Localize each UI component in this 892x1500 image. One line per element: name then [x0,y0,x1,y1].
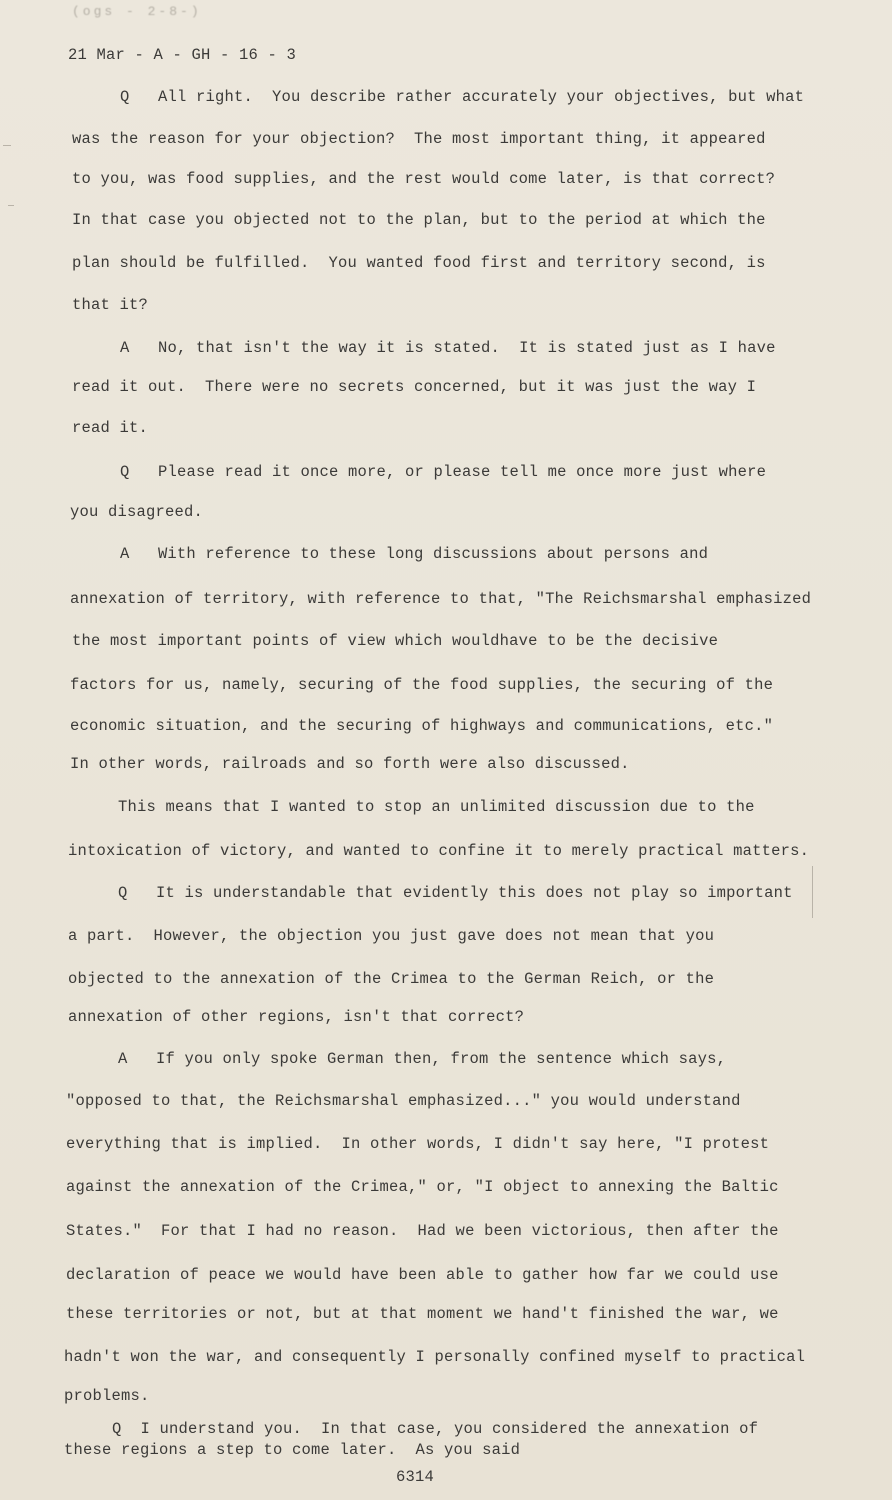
transcript-line: that it? [72,296,149,314]
transcript-line: was the reason for your objection? The most important thing, it appeared [72,130,766,148]
transcript-line: States." For that I had no reason. Had we been victorious, then after the [66,1222,779,1240]
transcript-line: to you, was food supplies, and the rest would come later, is that correct? [72,170,776,188]
transcript-line: these territories or not, but at that moment we hand't finished the war, we [66,1305,779,1323]
margin-mark [812,866,813,918]
margin-mark [3,145,11,146]
transcript-line: you disagreed. [70,503,204,521]
transcript-line: "opposed to that, the Reichsmarshal emphasized..." you would understand [66,1092,741,1110]
transcript-line: read it out. There were no secrets concerned, but it was just the way I [72,378,757,396]
transcript-line: objected to the annexation of the Crimea to the German Reich, or the [68,970,715,988]
transcript-line: In other words, railroads and so forth were also discussed. [70,755,630,773]
transcript-line: Q It is understandable that evidently this does not play so important [118,884,793,902]
transcript-line: against the annexation of the Crimea," or, "I object to annexing the Baltic [66,1178,779,1196]
transcript-line: Q Please read it once more, or please tell me once more just where [120,463,767,481]
faded-stamp: (ogs - 2-8-) [72,4,202,19]
transcript-line: economic situation, and the securing of highways and communications, etc." [70,717,774,735]
transcript-line: A With reference to these long discussions about persons and [120,545,709,563]
transcript-line: declaration of peace we would have been able to gather how far we could use [66,1266,779,1284]
transcript-line: In that case you objected not to the plan, but to the period at which the [72,211,766,229]
transcript-line: annexation of other regions, isn't that correct? [68,1008,525,1026]
transcript-line: read it. [72,419,149,437]
document-header: 21 Mar - A - GH - 16 - 3 [68,46,297,64]
transcript-line: factors for us, namely, securing of the food supplies, the securing of the [70,676,774,694]
transcript-line: plan should be fulfilled. You wanted food first and territory second, is [72,254,766,272]
transcript-line: problems. [64,1387,150,1405]
margin-mark [8,205,14,206]
transcript-line: the most important points of view which wouldhave to be the decisive [72,632,719,650]
transcript-line: annexation of territory, with reference to that, "The Reichsmarshal emphasized [70,590,812,608]
transcript-line: Q All right. You describe rather accurately your objectives, but what [120,88,805,106]
transcript-line: Q I understand you. In that case, you considered the annexation of [112,1420,759,1438]
transcript-line: these regions a step to come later. As you said [64,1441,521,1459]
transcript-line: everything that is implied. In other words, I didn't say here, "I protest [66,1135,770,1153]
transcript-line: A If you only spoke German then, from the sentence which says, [118,1050,727,1068]
transcript-line: hadn't won the war, and consequently I personally confined myself to practical [64,1348,806,1366]
transcript-line: A No, that isn't the way it is stated. It is stated just as I have [120,339,776,357]
transcript-line: This means that I wanted to stop an unlimited discussion due to the [118,798,755,816]
transcript-line: a part. However, the objection you just gave does not mean that you [68,927,715,945]
page-number: 6314 [396,1468,435,1486]
transcript-line: intoxication of victory, and wanted to confine it to merely practical matters. [68,842,810,860]
